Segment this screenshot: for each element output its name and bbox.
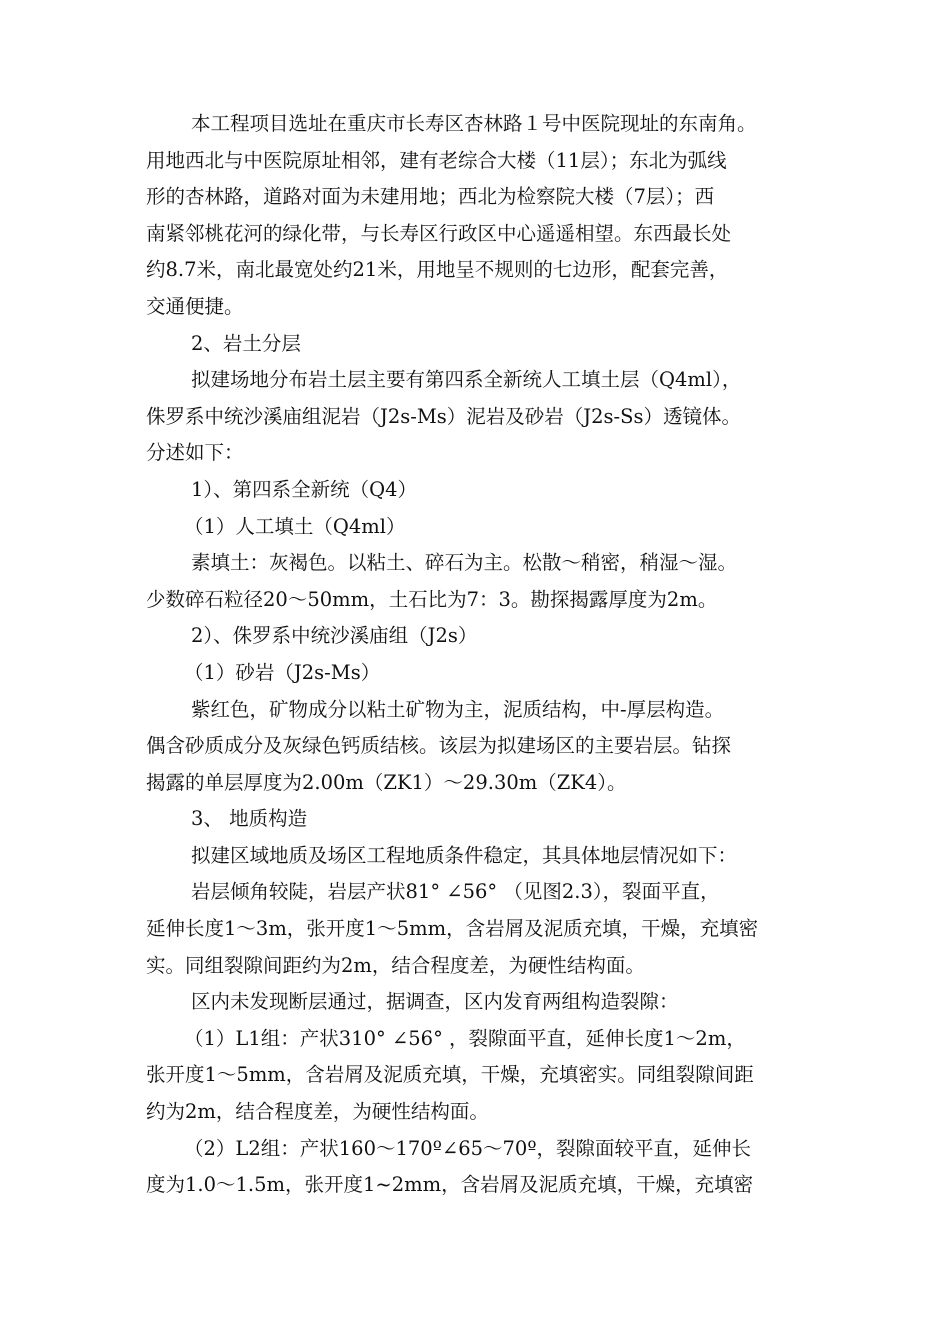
- paragraph-line: 岩层倾角较陡，岩层产状81° ∠56° （见图2.3），裂面平直，: [191, 880, 720, 904]
- paragraph-line: 交通便捷。: [146, 294, 244, 318]
- paragraph-line: 少数碎石粒径20～50mm，土石比为7：3。勘探揭露厚度为2m。: [146, 587, 718, 611]
- paragraph-line: （2）L2组：产状160～170º∠65～70º，裂隙面较平直，延伸长: [184, 1136, 752, 1160]
- paragraph-line: （1）L1组：产状310° ∠56° ，裂隙面平直，延伸长度1～2m，: [184, 1026, 746, 1050]
- paragraph-line: 分述如下：: [146, 441, 244, 465]
- paragraph-line: 偶含砂质成分及灰绿色钙质结核。该层为拟建场区的主要岩层。钻探: [146, 734, 732, 758]
- paragraph-line: 实。同组裂隙间距约为2m，结合程度差，为硬性结构面。: [146, 953, 645, 977]
- subsection-heading: （1）人工填土（Q4ml）: [184, 514, 406, 538]
- paragraph-line: 约为2m，结合程度差，为硬性结构面。: [146, 1100, 489, 1124]
- paragraph-line: 约8.7米，南北最宽处约21米，用地呈不规则的七边形，配套完善，: [146, 258, 729, 282]
- paragraph-line: 延伸长度1～3m，张开度1～5mm，含岩屑及泥质充填，干燥，充填密: [146, 917, 759, 941]
- paragraph-line: 拟建区域地质及场区工程地质条件稳定，其具体地层情况如下：: [191, 843, 738, 867]
- paragraph-line: 用地西北与中医院原址相邻，建有老综合大楼（11层）；东北为弧线: [146, 148, 727, 172]
- subsection-heading: 1）、第四系全新统（Q4）: [191, 477, 418, 501]
- paragraph-line: 拟建场地分布岩土层主要有第四系全新统人工填土层（Q4ml），: [191, 368, 742, 392]
- paragraph-line: 侏罗系中统沙溪庙组泥岩（J2s-Ms）泥岩及砂岩（J2s-Ss）透镜体。: [146, 404, 741, 428]
- paragraph-line: 揭露的单层厚度为2.00m（ZK1）～29.30m（ZK4）。: [146, 770, 627, 794]
- paragraph-line: 张开度1～5mm，含岩屑及泥质充填，干燥，充填密实。同组裂隙间距: [146, 1063, 754, 1087]
- subsection-heading: 2）、侏罗系中统沙溪庙组（J2s）: [191, 624, 478, 648]
- paragraph-line: 形的杏林路，道路对面为未建用地；西北为检察院大楼（7层）；西: [146, 185, 715, 209]
- paragraph-line: 素填土：灰褐色。以粘土、碎石为主。松散～稍密，稍湿～湿。: [191, 551, 738, 575]
- subsection-heading: （1）砂岩（J2s-Ms）: [184, 660, 381, 684]
- paragraph-line: 区内未发现断层通过，据调查，区内发育两组构造裂隙：: [191, 990, 679, 1014]
- section-heading: 2、岩土分层: [191, 331, 301, 355]
- paragraph-line: 度为1.0～1.5m，张开度1~2mm，含岩屑及泥质充填，干燥，充填密: [146, 1173, 754, 1197]
- body-text: [146, 106, 836, 1204]
- paragraph-line: 本工程项目选址在重庆市长寿区杏林路１号中医院现址的东南角。: [191, 112, 757, 135]
- paragraph-line: 南紧邻桃花河的绿化带，与长寿区行政区中心遥遥相望。东西最长处: [146, 221, 732, 245]
- section-heading: 3、 地质构造: [191, 807, 308, 831]
- paragraph-line: 紫红色，矿物成分以粘土矿物为主，泥质结构，中-厚层构造。: [191, 697, 725, 721]
